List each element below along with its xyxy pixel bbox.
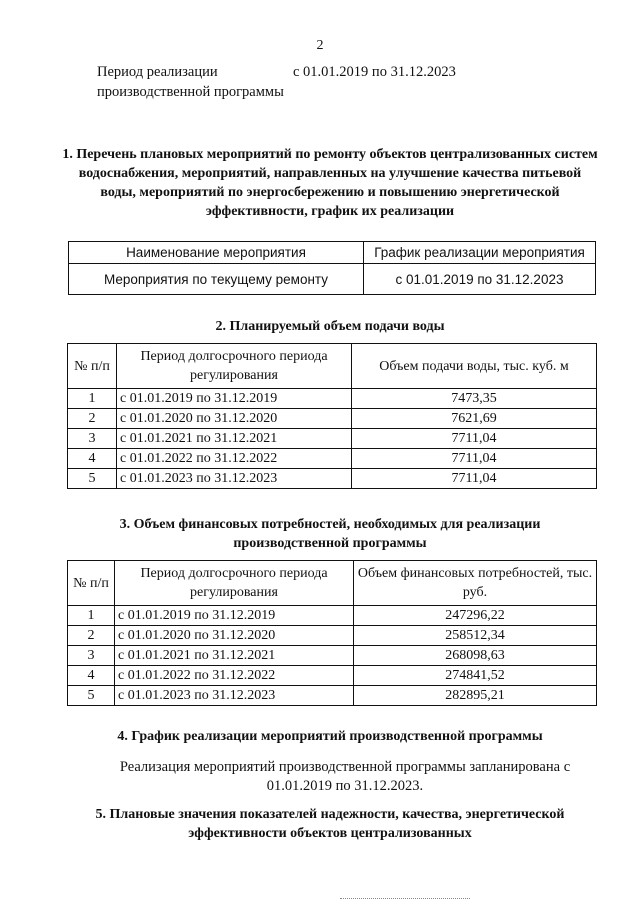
section-4-title: 4. График реализации мероприятий производственной программы: [117, 729, 543, 744]
table-row: [68, 429, 597, 449]
row-number: 1: [68, 606, 115, 626]
page-number: 2: [316, 38, 324, 53]
scan-artifact-divider: [340, 898, 470, 900]
row-period: с 01.01.2020 по 31.12.2020: [117, 409, 352, 429]
table-row: [68, 409, 597, 429]
table-row: [68, 686, 597, 706]
finance-table: [67, 560, 597, 706]
events-header-schedule: График реализации мероприятия: [364, 242, 596, 264]
table-row: [68, 646, 597, 666]
events-cell-name: Мероприятия по текущему ремонту: [69, 264, 364, 295]
finance-header-amount: Объем финансовых потребностей, тыс. руб.: [354, 561, 597, 606]
row-number: 2: [68, 409, 117, 429]
section-5-title: 5. Плановые значения показателей надежности, качества, энергетической эффективности объектов централизованных: [95, 807, 565, 841]
table-row: [68, 449, 597, 469]
events-header-name: Наименование мероприятия: [69, 242, 364, 264]
table-row: [68, 606, 597, 626]
row-period: с 01.01.2019 по 31.12.2019: [117, 389, 352, 409]
row-amount: 282895,21: [354, 686, 597, 706]
row-period: с 01.01.2023 по 31.12.2023: [117, 469, 352, 489]
events-cell-schedule: с 01.01.2019 по 31.12.2023: [364, 264, 596, 295]
row-number: 2: [68, 626, 115, 646]
row-period: с 01.01.2019 по 31.12.2019: [115, 606, 354, 626]
events-table: [68, 241, 596, 295]
row-volume: 7621,69: [352, 409, 597, 429]
row-number: 3: [68, 646, 115, 666]
water-header-period: Период долгосрочного периода регулирования: [117, 344, 352, 389]
section-3-title: 3. Объем финансовых потребностей, необходимых для реализации производственной программы: [119, 517, 541, 551]
water-header-volume: Объем подачи воды, тыс. куб. м: [352, 344, 597, 389]
row-period: с 01.01.2021 по 31.12.2021: [117, 429, 352, 449]
section-4-text: Реализация мероприятий производственной программы запланирована с 01.01.2019 по 31.12.2023.: [119, 759, 571, 794]
row-period: с 01.01.2022 по 31.12.2022: [115, 666, 354, 686]
section-1-title: 1. Перечень плановых мероприятий по ремонту объектов централизованных систем водоснабжения, мероприятий, направленных на улучшение качества питьевой воды, мероприятий по энергосбережению и повышению энергетической эффективности, график их реализации: [62, 147, 598, 219]
water-supply-table: [67, 343, 597, 489]
table-row: [68, 469, 597, 489]
row-volume: 7711,04: [352, 469, 597, 489]
period-label: Период реализации производственной программы: [97, 64, 284, 100]
row-volume: 7473,35: [352, 389, 597, 409]
period-value: с 01.01.2019 по 31.12.2023: [293, 64, 456, 80]
row-number: 5: [68, 469, 117, 489]
row-period: с 01.01.2023 по 31.12.2023: [115, 686, 354, 706]
row-period: с 01.01.2020 по 31.12.2020: [115, 626, 354, 646]
row-number: 1: [68, 389, 117, 409]
row-period: с 01.01.2022 по 31.12.2022: [117, 449, 352, 469]
finance-header-period: Период долгосрочного периода регулирования: [115, 561, 354, 606]
finance-header-num: № п/п: [68, 561, 115, 606]
row-period: с 01.01.2021 по 31.12.2021: [115, 646, 354, 666]
row-volume: 7711,04: [352, 449, 597, 469]
section-2-title: 2. Планируемый объем подачи воды: [215, 319, 445, 334]
table-row: [68, 666, 597, 686]
row-number: 5: [68, 686, 115, 706]
row-amount: 274841,52: [354, 666, 597, 686]
row-number: 3: [68, 429, 117, 449]
row-amount: 247296,22: [354, 606, 597, 626]
row-volume: 7711,04: [352, 429, 597, 449]
table-row: [68, 389, 597, 409]
water-header-num: № п/п: [68, 344, 117, 389]
table-row: [68, 626, 597, 646]
row-number: 4: [68, 449, 117, 469]
row-number: 4: [68, 666, 115, 686]
row-amount: 258512,34: [354, 626, 597, 646]
row-amount: 268098,63: [354, 646, 597, 666]
